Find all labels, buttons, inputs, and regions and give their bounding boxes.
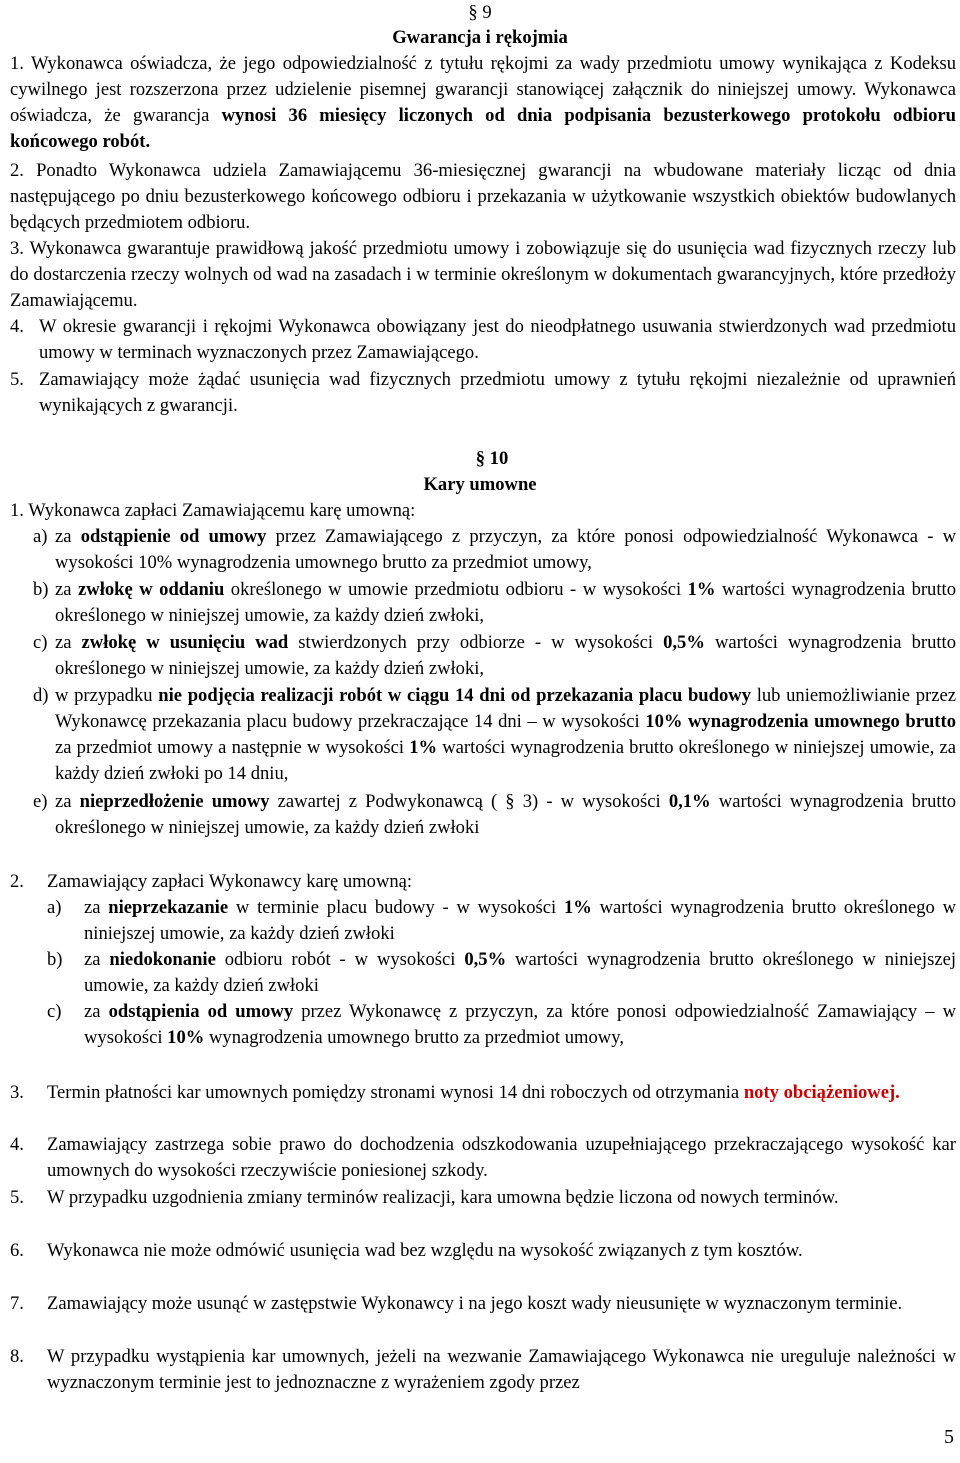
s10-p1-b-b2: 1% xyxy=(687,579,716,600)
s10-item-7-num: 7. xyxy=(10,1293,24,1314)
s10-item-8-num: 8. xyxy=(10,1346,24,1367)
s10-p1-c-b2: 0,5% xyxy=(663,632,705,653)
section-10-number: § 10 xyxy=(475,448,509,469)
s10-p2-a-t1: za xyxy=(84,897,109,918)
s10-p1-e-t1: za xyxy=(55,791,80,812)
s10-p2-c-t2: przez Wykonawcę z przyczyn, za które ponosi odpowiedzialność Zamawiający – w wysokości xyxy=(84,1001,956,1048)
s9-item-5 xyxy=(10,367,956,419)
s9-item-1-num: 1. xyxy=(10,53,24,74)
s9-item-1-bold: wynosi 36 miesięcy liczonych od dnia podpisania bezusterkowego protokołu odbioru końcowego robót. xyxy=(10,105,956,152)
section-9-number: § 9 xyxy=(468,2,492,23)
s10-p1-c xyxy=(33,630,956,682)
s10-item-5 xyxy=(10,1185,956,1211)
s10-item-3-text: Termin płatności kar umownych pomiędzy stronami wynosi 14 dni roboczych od otrzymania xyxy=(47,1082,744,1103)
s10-p1-b-t2: określonego w umowie przedmiotu odbioru - w wysokości xyxy=(224,579,688,600)
s10-p1-b-label: b) xyxy=(33,579,49,600)
s9-item-2 xyxy=(10,158,956,236)
s10-p1-e-label: e) xyxy=(33,791,48,812)
s10-p2-b-label: b) xyxy=(47,949,63,970)
s10-item-6-text: Wykonawca nie może odmówić usunięcia wad bez względu na wysokość związanych z tym kosztów. xyxy=(47,1240,803,1261)
s9-item-5-num: 5. xyxy=(10,369,24,390)
s10-p1-b-b1: zwłokę w oddaniu xyxy=(78,579,225,600)
s9-item-3-num: 3. xyxy=(10,238,24,259)
s10-p2-a-label: a) xyxy=(47,897,62,918)
s9-item-4-num: 4. xyxy=(10,316,24,337)
s9-item-1-text: Wykonawca oświadcza, że jego odpowiedzialność z tytułu rękojmi za wady przedmiotu umowy wynikająca z Kodeksu cywilnego jest rozszerzona przez udzielenie pisemnej gwarancji stanowiącej załącznik do niniejszej umowy. Wykonawca oświadcza, że gwarancja xyxy=(10,53,956,126)
s10-p2-a-t2: w terminie placu budowy - w wysokości xyxy=(228,897,564,918)
s10-p1-e xyxy=(33,789,956,841)
s10-p2-a-b2: 1% xyxy=(563,897,592,918)
s9-item-4 xyxy=(10,314,956,366)
s10-item-7-text: Zamawiający może usunąć w zastępstwie Wykonawcy i na jego koszt wady nieusunięte w wyznaczonym terminie. xyxy=(47,1293,903,1314)
page-number: 5 xyxy=(944,1426,954,1448)
s10-p1-d-t3: za przedmiot umowy a następnie w wysokości xyxy=(55,737,410,758)
s10-p1-d-b1: nie podjęcia realizacji robót w ciągu 14 dni od przekazania placu budowy xyxy=(158,685,752,706)
s9-item-1 xyxy=(10,51,956,155)
s10-p2-b-t2: odbioru robót - w wysokości xyxy=(215,949,465,970)
s10-p1-d xyxy=(33,683,956,787)
s10-p2-b-b2: 0,5% xyxy=(464,949,507,970)
s10-p2-a-b1: nieprzekazanie xyxy=(108,897,229,918)
s9-item-4-text: W okresie gwarancji i rękojmi Wykonawca obowiązany jest do nieodpłatnego usuwania stwierdzonych wad przedmiotu umowy w terminach wyznaczonych przez Zamawiającego. xyxy=(39,316,956,363)
s10-p1-e-b1: nieprzedłożenie umowy xyxy=(79,791,270,812)
s10-p1-d-t2: lub uniemożliwianie przez Wykonawcę przekazania placu budowy przekraczające 14 dni – w wysokości xyxy=(55,685,956,732)
s10-p1-e-b2: 0,1% xyxy=(668,791,711,812)
s10-item-3-red: noty obciążeniowej. xyxy=(743,1082,900,1103)
s10-p1-c-label: c) xyxy=(33,632,48,653)
s10-item-5-text: W przypadku uzgodnienia zmiany terminów realizacji, kara umowna będzie liczona od nowych terminów. xyxy=(47,1187,839,1208)
s10-p2-b-b1: niedokonanie xyxy=(109,949,216,970)
s10-p1-c-b1: zwłokę w usunięciu wad xyxy=(81,632,289,653)
s10-item-6 xyxy=(10,1238,956,1264)
s10-item-8 xyxy=(10,1344,956,1396)
s10-p1-c-t1: za xyxy=(55,632,82,653)
s10-p1-d-b3: 1% xyxy=(409,737,438,758)
s10-p2-a-t3: wartości wynagrodzenia brutto określonego w niniejszej umowie, za każdy dzień zwłoki xyxy=(84,897,956,944)
s10-p2-a xyxy=(47,895,956,947)
s10-p2-c-b2: 10% xyxy=(167,1027,205,1048)
s10-p1-d-b2: 10% wynagrodzenia umownego brutto xyxy=(645,711,956,732)
s9-item-2-num: 2. xyxy=(10,160,24,181)
s10-p2-c-t1: za xyxy=(84,1001,109,1022)
s10-p2-b xyxy=(47,947,956,999)
s10-p1-a-label: a) xyxy=(33,526,48,547)
s10-p1-c-t2: stwierdzonych przy odbiorze - w wysokości xyxy=(288,632,664,653)
s9-item-2-text: Ponadto Wykonawca udziela Zamawiającemu 36-miesięcznej gwarancji na wbudowane materiały licząc od dnia następującego po dniu bezusterkowego końcowego odbioru i przekazania w użytkowanie wszystkich obiektów budowlanych będących przedmiotem odbioru. xyxy=(10,160,956,233)
s10-p1-a xyxy=(33,524,956,576)
s10-p2-c-b1: odstąpienia od umowy xyxy=(108,1001,294,1022)
s10-p1-d-label: d) xyxy=(33,685,49,706)
s10-p1-intro: 1. Wykonawca zapłaci Zamawiającemu karę umowną: xyxy=(10,500,416,521)
s10-p1-b-t1: za xyxy=(55,579,79,600)
s10-item-4 xyxy=(10,1132,956,1184)
s10-p1-a-t2: przez Zamawiającego z przyczyn, za które ponosi odpowiedzialność Wykonawca - w wysokości 10% wynagrodzenia umownego brutto za przedmiot umowy, xyxy=(55,526,957,573)
s10-p1-b xyxy=(33,577,956,629)
s10-p1-d-t1: w przypadku xyxy=(55,685,159,706)
s10-p1-c-t3: wartości wynagrodzenia brutto określonego w niniejszej umowie, za każdy dzień zwłoki, xyxy=(55,632,956,679)
s10-item-7 xyxy=(10,1291,956,1317)
s10-item-6-num: 6. xyxy=(10,1240,24,1261)
s10-p2-b-t1: za xyxy=(84,949,110,970)
s10-p1-e-t3: wartości wynagrodzenia brutto określonego w niniejszej umowie, za każdy dzień zwłoki xyxy=(55,791,956,838)
s10-p1-a-t1: za xyxy=(55,526,81,547)
s10-item-3-num: 3. xyxy=(10,1082,24,1103)
s10-item-8-text: W przypadku wystąpienia kar umownych, jeżeli na wezwanie Zamawiającego Wykonawca nie ureguluje należności w wyznaczonym terminie jest to jednoznaczne z wyrażeniem zgody przez xyxy=(47,1346,956,1393)
s10-p1-b-t3: wartości wynagrodzenia brutto określonego w niniejszej umowie, za każdy dzień zwłoki, xyxy=(55,579,956,626)
s10-p1-e-t2: zawartej z Podwykonawcą ( § 3) - w wysokości xyxy=(269,791,669,812)
s10-item-4-num: 4. xyxy=(10,1134,24,1155)
s10-p2 xyxy=(10,869,956,895)
s10-item-4-text: Zamawiający zastrzega sobie prawo do dochodzenia odszkodowania uzupełniającego przekraczającego wysokość kar umownych do wysokości rzeczywiście poniesionej szkody. xyxy=(47,1134,956,1181)
s10-p2-b-t3: wartości wynagrodzenia brutto określonego w niniejszej umowie, za każdy dzień zwłoki xyxy=(84,949,956,996)
s10-p1-d-t4: wartości wynagrodzenia brutto określonego w niniejszej umowie, za każdy dzień zwłoki po 14 dniu, xyxy=(55,737,956,784)
s9-item-3 xyxy=(10,236,956,314)
section-10-title: Kary umowne xyxy=(423,474,537,495)
section-9-title: Gwarancja i rękojmia xyxy=(392,27,568,48)
s10-p1-a-b1: odstąpienie od umowy xyxy=(80,526,267,547)
s10-p2-c-label: c) xyxy=(47,1001,62,1022)
s10-p2-intro: Zamawiający zapłaci Wykonawcy karę umowną: xyxy=(47,871,413,892)
s10-item-3 xyxy=(10,1080,956,1106)
s9-item-5-text: Zamawiający może żądać usunięcia wad fizycznych przedmiotu umowy z tytułu rękojmi niezależnie od uprawnień wynikających z gwarancji. xyxy=(39,369,956,416)
s10-p2-num: 2. xyxy=(10,871,24,892)
s10-item-5-num: 5. xyxy=(10,1187,24,1208)
s10-p2-c xyxy=(47,999,956,1051)
s10-p2-c-t3: wynagrodzenia umownego brutto za przedmiot umowy, xyxy=(204,1027,624,1048)
s9-item-3-text: Wykonawca gwarantuje prawidłową jakość przedmiotu umowy i zobowiązuje się do usunięcia wad fizycznych rzeczy lub do dostarczenia rzeczy wolnych od wad na zasadach i w terminie określonym w dokumentach gwarancyjnych, które przedłoży Zamawiającemu. xyxy=(10,238,957,311)
